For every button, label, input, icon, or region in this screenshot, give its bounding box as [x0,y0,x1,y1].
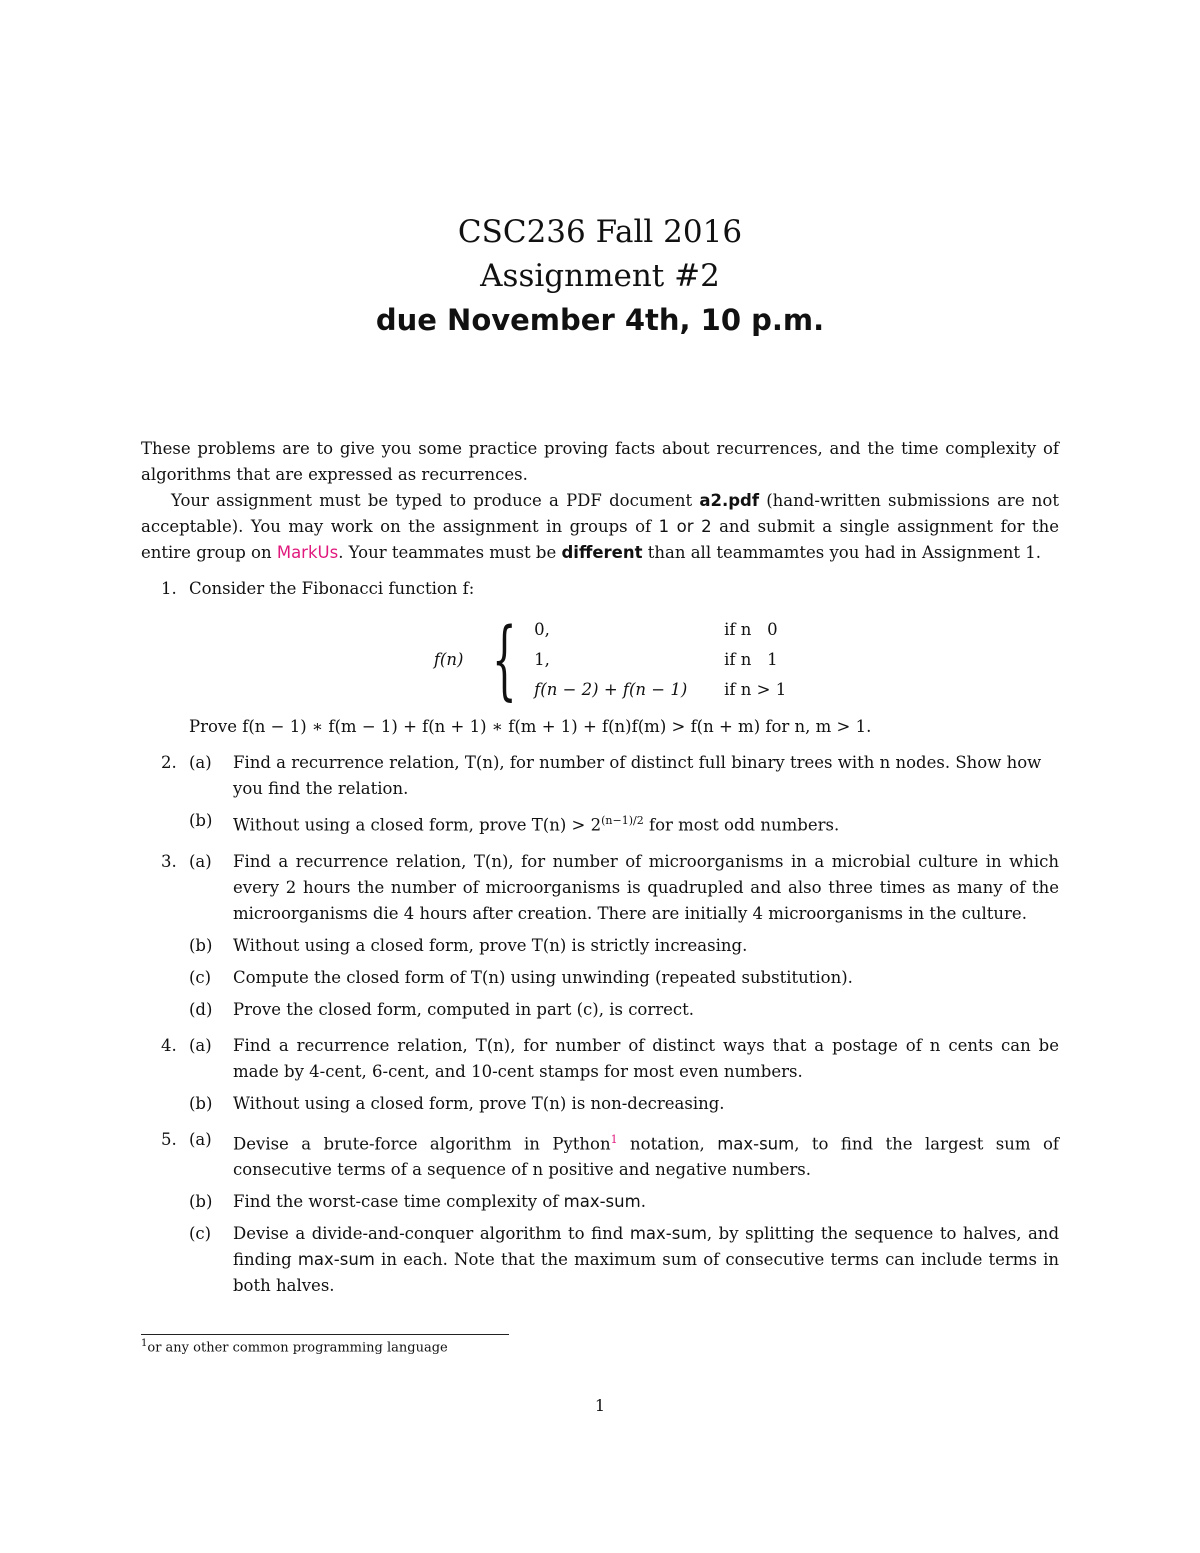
subquestion-3d [189,997,1059,1023]
text-part: Devise a divide-and-conquer algorithm to find [233,1224,630,1243]
title-block [0,210,1200,342]
question-2 [141,750,1059,839]
footnote-rule [141,1334,509,1335]
subquestion-label: (d) [189,999,213,1019]
question-number: 4. [161,1035,177,1055]
subquestion-text: Find a recurrence relation, T(n), for number of microorganisms in a microbial culture in which every 2 hours the number of microorganisms is quadrupled and also three times as many of the microorganisms die 4 hours after creation. There are initially 4 microorganisms in the culture. [233,851,1059,923]
text-part: in each. Note that the maximum sum of consecutive terms can include terms in both halves. [233,1250,1059,1295]
cases-grid [534,617,814,703]
text-part: , to find the largest sum of consecutive terms of a sequence of n positive and negative numbers. [233,1134,1059,1179]
case-expr: f(n − 2) + f(n − 1) [534,680,688,699]
algorithm-name: max-sum [717,1134,795,1153]
subquestion-label: (c) [189,1224,212,1243]
algorithm-name: max-sum [297,1250,375,1269]
text-part: Find the worst-case time complexity of [233,1192,564,1211]
intro-text: (hand-written submissions are not acceptable). You may work on the assignment in groups of [141,491,1059,536]
text-part: Devise a brute-force algorithm in Python [233,1134,611,1153]
subquestion-label: (c) [189,967,212,987]
text-part: , by splitting the sequence to halves, and finding [233,1224,1060,1269]
footnote-mark: 1 [141,1338,148,1349]
subquestion-text [233,1221,1059,1299]
case-expr: 0, [534,620,550,639]
text-part: Without using a closed form, prove T(n) > 2 [233,815,602,835]
subquestion-label: (b) [189,1192,213,1211]
intro-text: than all teammamtes you had in Assignment 1. [642,543,1041,562]
file-name: a2.pdf [699,491,760,510]
footnote [141,1338,448,1355]
question-1 [141,576,1059,740]
due-date: due November 4th, 10 p.m. [375,303,825,337]
case-cond: if n > 1 [724,680,787,699]
markus-link[interactable]: MarkUs [276,543,339,562]
subquestion-label: (a) [189,1035,212,1055]
footnote-marker[interactable]: 1 [610,1132,618,1146]
question-lead: Consider the Fibonacci function f: [189,579,475,598]
intro-text: and submit a single assignment for the entire group on [141,517,1059,562]
question-number: 1. [161,579,177,598]
case-cond: if n 0 [724,620,778,639]
subquestion-label: (b) [189,1093,213,1113]
subquestion-2b [189,808,1059,839]
group-size-2: 2 [701,517,712,536]
subquestion-text: Compute the closed form of T(n) using unwinding (repeated substitution). [233,967,853,987]
course-title: CSC236 Fall 2016 [457,214,743,250]
emphasis-different: different [561,543,643,562]
left-brace-icon: { [492,610,518,710]
subquestion-label: (b) [189,935,213,955]
text-part: for most odd numbers. [643,815,840,835]
intro-text: or [669,517,702,536]
exponent: (n−1)/2 [601,814,644,827]
question-number: 3. [161,851,177,871]
footnote-text: or any other common programming language [147,1340,448,1356]
question-5 [141,1127,1059,1300]
subquestion-3c [189,965,1059,991]
intro-paragraph-1: These problems are to give you some practice proving facts about recurrences, and the time complexity of algorithms that are expressed as recurrences. [141,439,1059,484]
function-lhs: f(n) [433,650,464,669]
subquestion-label: (a) [189,1129,212,1149]
case-expr: 1, [534,650,550,669]
subquestion-2a [189,750,1059,802]
subquestion-text [233,1127,1059,1184]
subquestion-label: (a) [189,753,212,772]
subquestion-text: Prove the closed form, computed in part (c), is correct. [233,999,695,1019]
subquestion-5a [189,1127,1059,1184]
intro-text: Your assignment must be typed to produce a PDF document [171,491,700,510]
piecewise-definition [189,610,1059,710]
intro-paragraph-2 [141,488,1059,566]
question-4 [141,1033,1059,1117]
subquestion-3a [189,849,1059,927]
page-number: 1 [594,1396,606,1415]
document-body [141,436,1059,1299]
subquestion-4a [189,1033,1059,1085]
question-3 [141,849,1059,1023]
question-number: 2. [161,753,177,772]
algorithm-name: max-sum [563,1192,641,1211]
text-part: . [640,1192,646,1211]
subquestion-text [233,808,1059,839]
subquestion-label: (b) [189,811,213,830]
question-number: 5. [161,1129,177,1149]
subquestion-text: Without using a closed form, prove T(n) is strictly increasing. [233,935,748,955]
subquestion-text: Find a recurrence relation, T(n), for number of distinct ways that a postage of n cents can be made by 4-cent, 6-cent, and 10-cent stamps for most even numbers. [233,1035,1059,1081]
subquestion-5b [189,1189,1059,1215]
algorithm-name: max-sum [629,1224,707,1243]
subquestion-text [233,1189,1059,1215]
subquestion-4b [189,1091,1059,1117]
assignment-title: Assignment #2 [480,258,720,294]
case-cond: if n 1 [724,650,778,669]
subquestion-5c [189,1221,1059,1299]
subquestion-label: (a) [189,851,212,871]
subquestion-3b [189,933,1059,959]
text-part: notation, [617,1134,718,1153]
group-size-1: 1 [658,517,670,536]
subquestion-text: Find a recurrence relation, T(n), for number of distinct full binary trees with n nodes. Show how you find the relation. [233,753,1042,798]
intro-text: . Your teammates must be [338,543,562,562]
prove-statement: Prove f(n − 1) ∗ f(m − 1) + f(n + 1) ∗ f(m + 1) + f(n)f(m) > f(n + m) for n, m > 1. [189,717,872,736]
subquestion-text: Without using a closed form, prove T(n) is non-decreasing. [233,1093,725,1113]
